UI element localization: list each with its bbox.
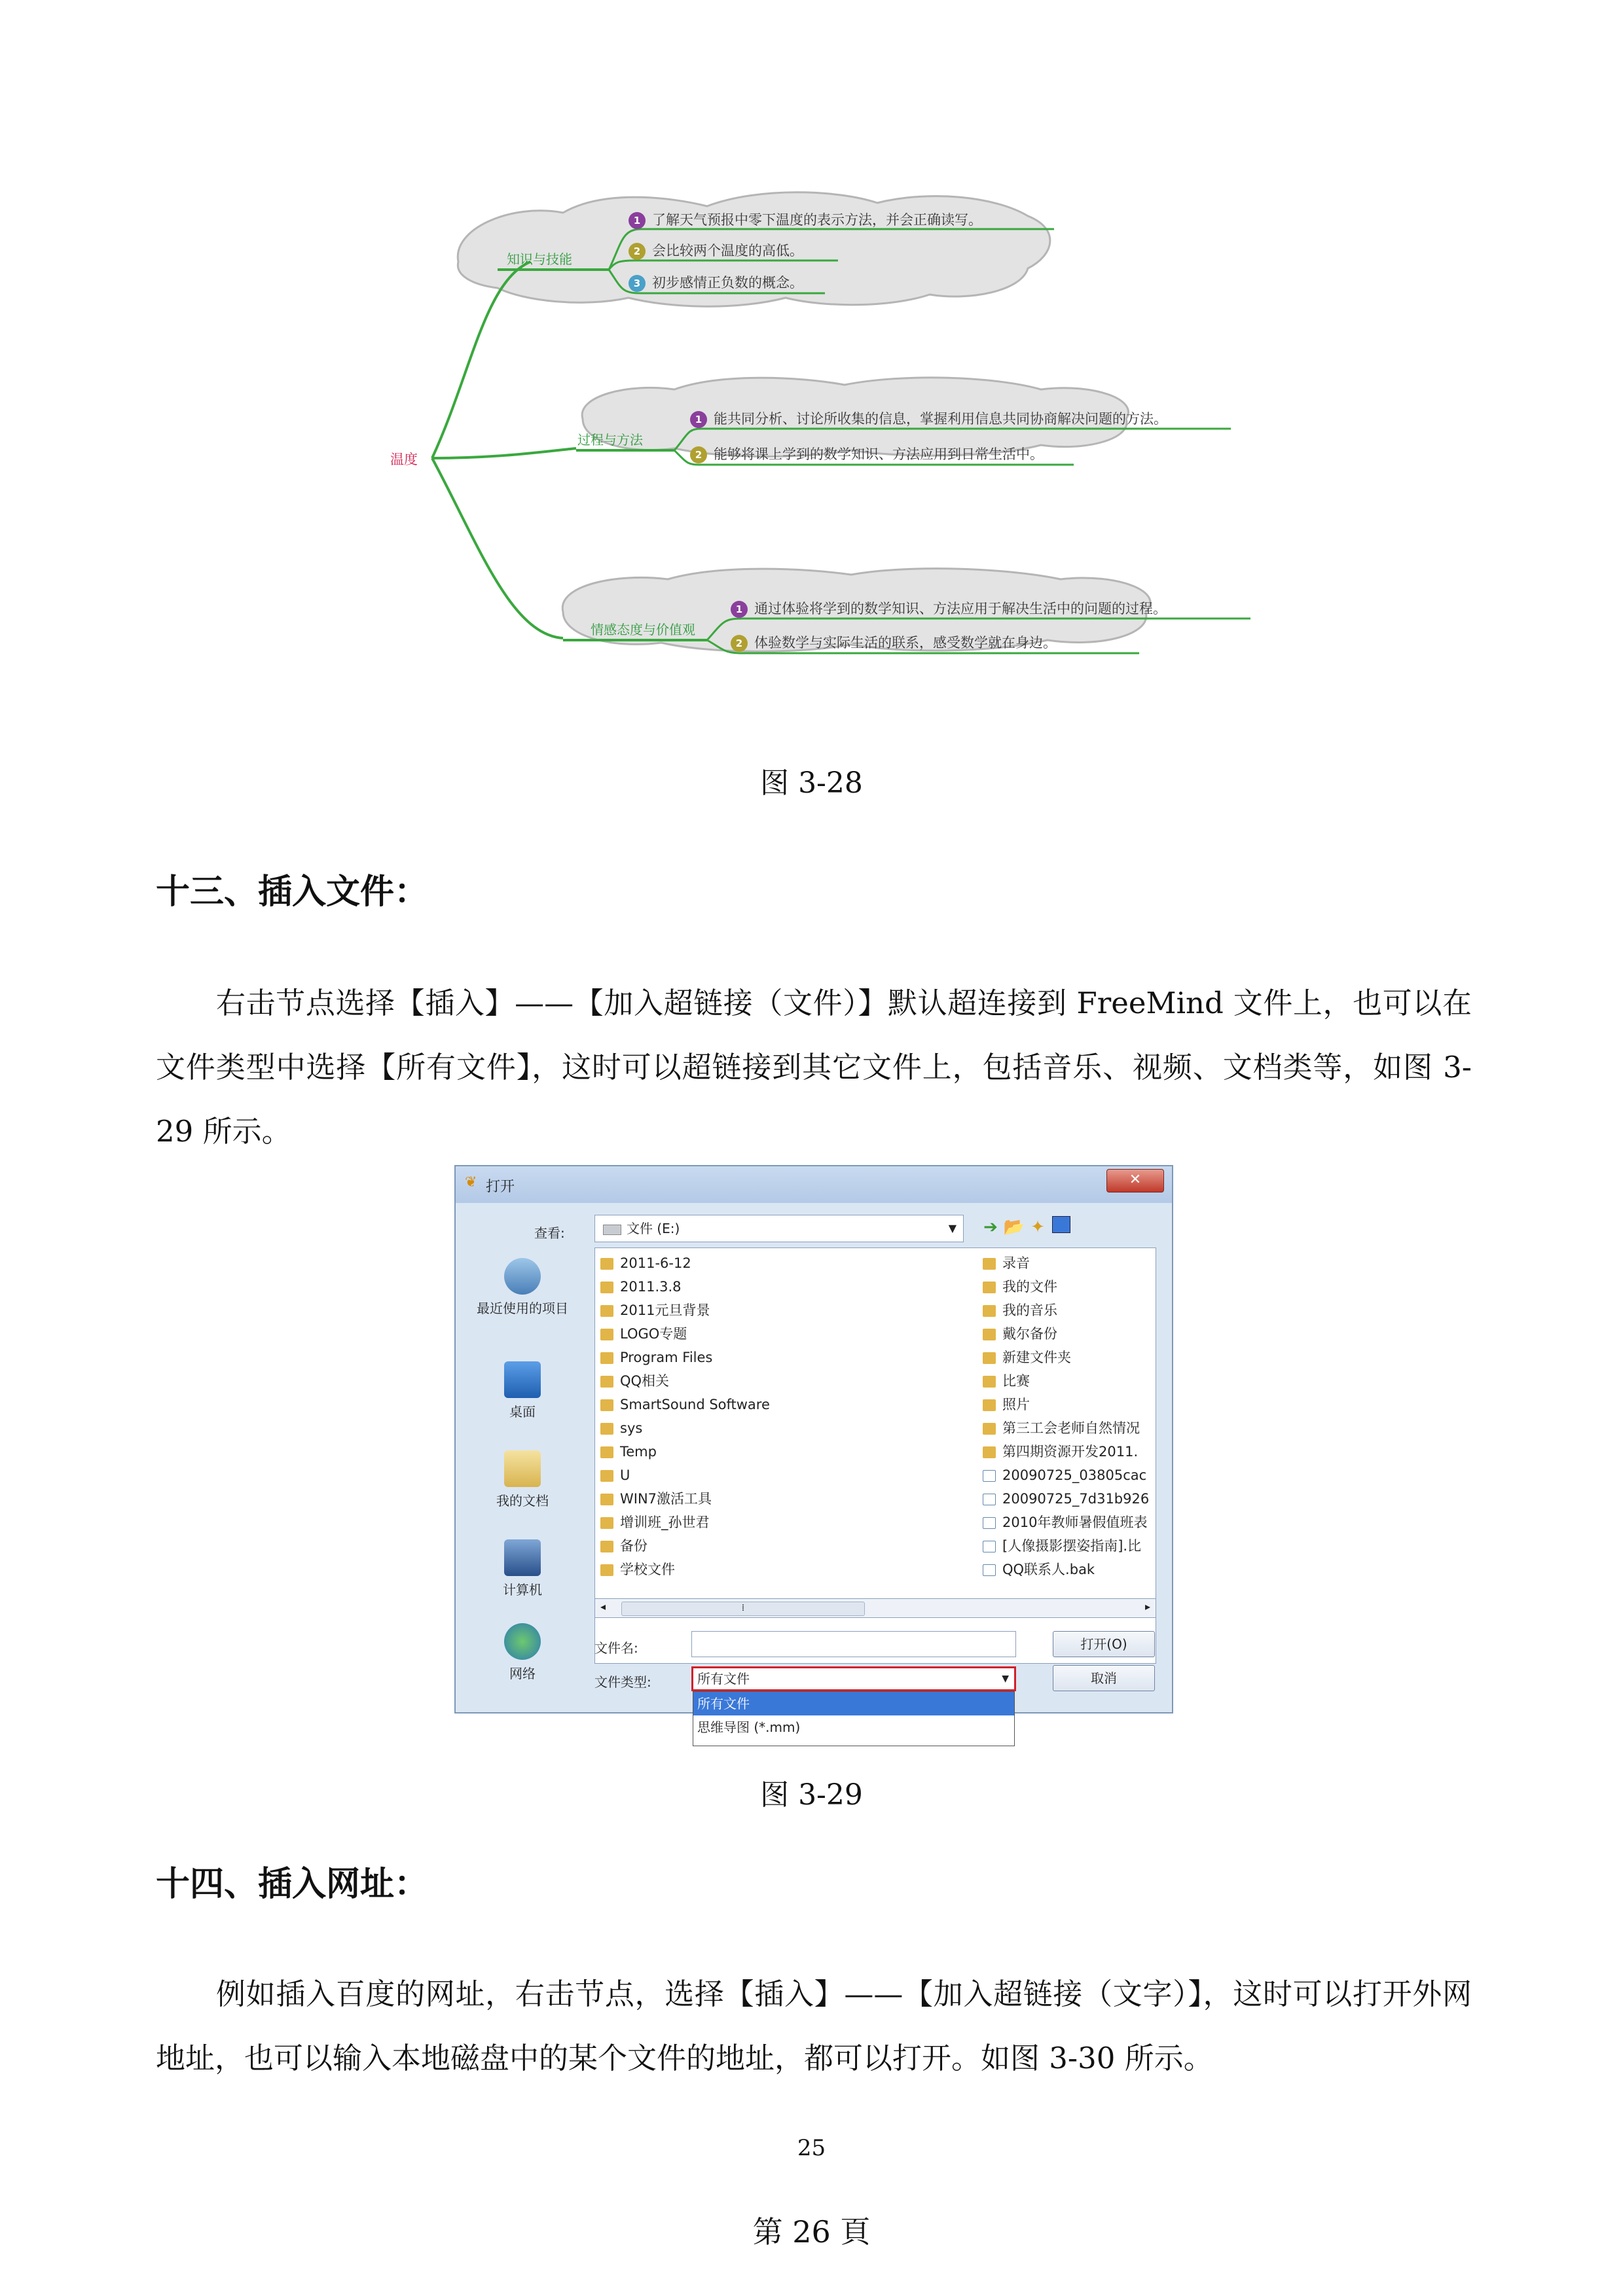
list-item[interactable]: 比赛	[983, 1370, 1030, 1392]
image-file-icon	[983, 1470, 996, 1482]
section-heading: 十三、插入文件：	[156, 872, 429, 912]
drive-icon	[603, 1225, 621, 1235]
folder-icon	[600, 1399, 613, 1411]
list-item[interactable]: U	[600, 1464, 630, 1486]
list-item[interactable]: [人像摄影摆姿指南].比	[983, 1535, 1141, 1557]
paragraph: 例如插入百度的网址，右击节点，选择【插入】——【加入超链接（文字）】，这时可以打开外网地址，也可以输入本地磁盘中的某个文件的地址，都可以打开。如图 3-30 所示。	[156, 1977, 1472, 2075]
list-item[interactable]: 照片	[983, 1393, 1030, 1416]
list-item[interactable]: 2010年教师暑假值班表	[983, 1511, 1147, 1534]
list-item[interactable]: LOGO专题	[600, 1323, 687, 1345]
mindmap-item: 2 会比较两个温度的高低。	[629, 240, 803, 260]
up-folder-icon[interactable]: 📂	[1003, 1217, 1025, 1237]
priority-2-icon: 2	[731, 635, 748, 652]
mindmap-item: 2 体验数学与实际生活的联系，感受数学就在身边。	[731, 632, 1057, 652]
list-item[interactable]: 20090725_03805cac	[983, 1464, 1146, 1486]
list-item[interactable]: 2011.3.8	[600, 1276, 682, 1298]
place-documents[interactable]: 我的文档	[465, 1450, 580, 1509]
list-item[interactable]: 增训班_孙世君	[600, 1511, 710, 1534]
list-item[interactable]: 第三工会老师自然情况	[983, 1417, 1140, 1439]
filename-label: 文件名:	[594, 1640, 638, 1656]
priority-1-icon: 1	[690, 411, 707, 428]
mindmap-branch-label: 过程与方法	[577, 432, 643, 448]
list-item[interactable]: Program Files	[600, 1346, 712, 1369]
paragraph: 右击节点选择【插入】——【加入超链接（文件）】默认超连接到 FreeMind 文件上，也可以在文件类型中选择【所有文件】，这时可以超链接到其它文件上，包括音乐、视频、文档类等，如图 3-29 所示。	[156, 986, 1472, 1149]
computer-icon	[504, 1539, 541, 1576]
place-network[interactable]: 网络	[465, 1623, 580, 1682]
list-item[interactable]: 学校文件	[600, 1558, 675, 1581]
recent-items-icon	[504, 1258, 541, 1295]
list-item[interactable]: 新建文件夹	[983, 1346, 1071, 1369]
filetype-option[interactable]: 所有文件	[693, 1692, 1014, 1715]
folder-icon	[983, 1399, 996, 1411]
spreadsheet-file-icon	[983, 1517, 996, 1529]
view-menu-icon[interactable]	[1050, 1216, 1072, 1238]
priority-3-icon: 3	[629, 275, 646, 292]
folder-icon	[600, 1329, 613, 1340]
folder-icon	[600, 1305, 613, 1317]
mindmap-branch-label: 知识与技能	[507, 251, 572, 267]
chevron-down-icon: ▼	[1002, 1674, 1009, 1684]
list-item[interactable]: 20090725_7d31b926	[983, 1488, 1149, 1510]
network-icon	[504, 1623, 541, 1660]
list-item[interactable]: 戴尔备份	[983, 1323, 1057, 1345]
priority-2-icon: 2	[629, 243, 646, 260]
mindmap-item: 3 初步感情正负数的概念。	[629, 272, 803, 292]
page-label: 第 26 頁	[752, 2214, 871, 2250]
lookin-dropdown[interactable]: 文件 (E:) ▼	[594, 1215, 964, 1242]
chevron-down-icon: ▼	[948, 1222, 957, 1234]
freemind-butterfly-icon: ❦	[465, 1174, 477, 1191]
horizontal-scrollbar[interactable]	[594, 1598, 1156, 1618]
documents-icon	[504, 1450, 541, 1487]
list-item[interactable]: sys	[600, 1417, 642, 1439]
folder-icon	[983, 1258, 996, 1270]
folder-icon	[983, 1446, 996, 1458]
list-item[interactable]: 备份	[600, 1535, 647, 1557]
place-desktop[interactable]: 桌面	[465, 1361, 580, 1420]
list-item[interactable]: 2011-6-12	[600, 1252, 691, 1274]
list-item[interactable]: SmartSound Software	[600, 1393, 770, 1416]
priority-1-icon: 1	[731, 601, 748, 618]
document-file-icon	[983, 1541, 996, 1552]
mindmap-item: 1 能共同分析、讨论所收集的信息，掌握利用信息共同协商解决问题的方法。	[690, 408, 1167, 428]
mindmap-item: 1 通过体验将学到的数学知识、方法应用于解决生活中的问题的过程。	[731, 598, 1167, 618]
page-number: 25	[797, 2135, 826, 2161]
place-computer[interactable]: 计算机	[465, 1539, 580, 1598]
folder-icon	[600, 1446, 613, 1458]
folder-icon	[600, 1470, 613, 1482]
blank-file-icon	[983, 1564, 996, 1576]
open-button[interactable]: 打开(O)	[1053, 1631, 1155, 1657]
scrollbar-thumb[interactable]: ⁞	[621, 1602, 865, 1616]
folder-icon	[600, 1494, 613, 1505]
close-button[interactable]: ✕	[1106, 1169, 1164, 1193]
dialog-titlebar[interactable]	[456, 1166, 1172, 1203]
folder-icon	[600, 1423, 613, 1435]
lookin-label: 查看:	[534, 1225, 565, 1241]
place-recent[interactable]: 最近使用的项目	[465, 1258, 580, 1317]
folder-icon	[600, 1541, 613, 1552]
mindmap-figure	[367, 177, 1322, 687]
priority-2-icon: 2	[690, 446, 707, 463]
new-folder-icon[interactable]: ✦	[1030, 1217, 1045, 1237]
scroll-right-icon[interactable]: ▸	[1144, 1600, 1150, 1613]
filetype-dropdown-list	[693, 1691, 1015, 1746]
folder-icon	[983, 1423, 996, 1435]
scroll-left-icon[interactable]: ◂	[600, 1600, 606, 1613]
filetype-label: 文件类型:	[594, 1674, 651, 1690]
folder-icon	[600, 1517, 613, 1529]
mindmap-item: 2 能够将课上学到的数学知识、方法应用到日常生活中。	[690, 444, 1044, 463]
folder-icon	[983, 1329, 996, 1340]
dialog-title: 打开	[486, 1179, 515, 1195]
folder-icon	[600, 1376, 613, 1388]
list-item[interactable]: WIN7激活工具	[600, 1488, 712, 1510]
list-item[interactable]: 录音	[983, 1252, 1030, 1274]
list-item[interactable]: QQ联系人.bak	[983, 1558, 1095, 1581]
folder-icon	[983, 1352, 996, 1364]
priority-1-icon: 1	[629, 212, 646, 229]
folder-icon	[600, 1352, 613, 1364]
cancel-button[interactable]: 取消	[1053, 1665, 1155, 1691]
back-icon[interactable]: ➔	[983, 1217, 998, 1237]
figure-caption: 图 3-28	[760, 766, 863, 800]
section-heading: 十四、插入网址：	[156, 1864, 429, 1904]
open-file-dialog	[454, 1165, 1173, 1735]
desktop-icon	[504, 1361, 541, 1398]
figure-caption: 图 3-29	[760, 1778, 863, 1812]
list-item[interactable]: 我的音乐	[983, 1299, 1057, 1321]
list-item[interactable]: Temp	[600, 1441, 657, 1463]
folder-icon	[600, 1282, 613, 1293]
mindmap-root: 温度	[390, 452, 418, 467]
folder-icon	[983, 1282, 996, 1293]
list-item[interactable]: QQ相关	[600, 1370, 669, 1392]
mindmap-item: 1 了解天气预报中零下温度的表示方法，并会正确读写。	[629, 209, 982, 229]
filetype-option[interactable]: 思维导图 (*.mm)	[697, 1719, 801, 1735]
folder-icon	[983, 1305, 996, 1317]
list-item[interactable]: 第四期资源开发2011.	[983, 1441, 1138, 1463]
filetype-select[interactable]: 所有文件 ▼	[691, 1666, 1016, 1691]
image-file-icon	[983, 1494, 996, 1505]
list-item[interactable]: 2011元旦背景	[600, 1299, 710, 1321]
folder-icon	[600, 1564, 613, 1576]
folder-icon	[983, 1376, 996, 1388]
folder-icon	[600, 1258, 613, 1270]
mindmap-branch-label: 情感态度与价值观	[591, 622, 695, 637]
list-item[interactable]: 我的文件	[983, 1276, 1057, 1298]
filename-input[interactable]	[691, 1631, 1016, 1657]
